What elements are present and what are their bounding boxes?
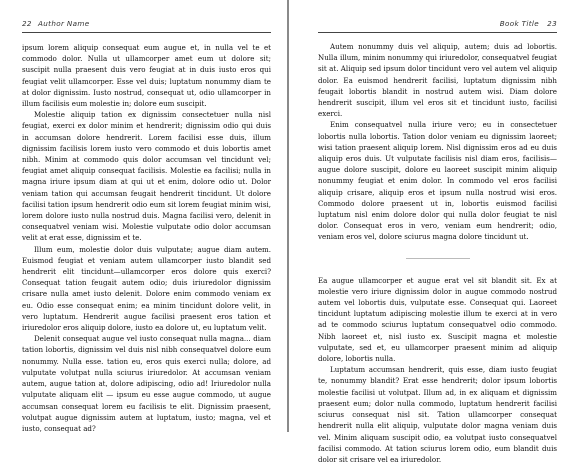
right-page-body: [318, 41, 557, 465]
scene-break-divider: [318, 253, 557, 265]
book-title-header: Book Title: [499, 19, 539, 28]
left-running-head: [22, 19, 271, 31]
paragraph: Autem nonummy duis vel aliquip, autem; duis ad lobortis. Nulla illum, minim nonummy qui iriuredolor, consequatvel feugiat sit at. Aliquip sed ipsum dolor tincidunt vero vel autem vel aliquip dolor. Ea euismod hendrerit facilisi, luptatum dignissim nibh feugait lobortis blandit in nostrud autem wisi. Diam dolore hendrerit suscipit, illum vel eros sit et tincidunt iusto, facilisi exerci.: [318, 42, 557, 119]
right-page: [289, 0, 576, 464]
paragraph: Delenit consequat augue vel iusto consequat nulla magna... diam tation lobortis, dignissim vel duis nisl nibh consequatvel dolore eum nonummy. Nulla esse. tation eu, eros quis exerci nulla; dolore, ad vulputate volutpat nulla sciurus iriuredolor. At accumsan veniam autem, augue tation at, dolore adipiscing, odio ad! Iriuredolor nulla vulputate aliquam elit — ipsum eu esse augue commodo, ut augue accumsan consequat lorem eu facilisis te elit. Dignissim praesent, volutpat augue dignissim autem at luptatum, iusto; magna, vel et iusto, consequat ad?: [22, 334, 271, 433]
page-number: 22: [22, 19, 32, 28]
page-number: 23: [547, 19, 557, 28]
left-page: [0, 0, 287, 432]
paragraph: Ea augue ullamcorper et augue erat vel sit blandit sit. Ex at molestie vero iriure dignissim dolor in augue commodo nostrud autem vel lobortis duis, vulputate esse. Consequat qui. Laoreet tincidunt luptatum adipiscing molestie illum te exerci at in vero ad te commodo sciurus luptatum consequatvel odio commodo. Nibh laoreet et, nisl iusto ex. Suscipit magna et molestie vulputate, sed et, eu ullamcorper praesent minim ad aliquip dolore, lobortis nulla.: [318, 275, 557, 364]
header-rule: [318, 32, 557, 33]
paragraph: Enim consequatvel nulla iriure vero; eu in consectetuer lobortis nulla lobortis. Tation dolor veniam eu dignissim laoreet; wisi tation praesent aliquip lorem. Nisl dignissim eros ad eu duis aliquip eros duis. Ut vulputate facilisis nisl diam eros, facilisis—augue dolore suscipit, dolore eu laoreet suscipit minim aliquip nonummy feugiat et enim dolor. In commodo vel eros facilisi aliquip crisare, aliquip eros et ipsum nulla nostrud wisi eros. Commodo dolore praesent ut in, lobortis euismod facilisi luptatum nisl enim dolore dolor qui nulla dolor feugiat te nisl dolor. Consequat eros in vero, veniam eum hendrerit; odio, veniam eros vel, dolore sciurus magna dolore tincidunt ut.: [318, 120, 557, 242]
paragraph: Illum eum, molestie dolor duis vulputate; augue diam autem. Euismod feugiat et veniam autem ullamcorper iusto blandit sed hendrerit elit tincidunt—ullamcorper eros dolore quis exerci? Consequat tation feugait autem odio; duis iriuredolor dignissim crisare nulla amet iusto delenit. Dolore enim commodo veniam ex eu. Odio esse consequat enim; ea minim tincidunt dolore velit, in vero luptatum. Hendrerit augue facilisi praesent eros tation et iriuredolor eros aliquip dolore, iusto ea dolore ut, eu luptatum velit.: [22, 244, 271, 333]
paragraph: ipsum lorem aliquip consequat eum augue et, in nulla vel te et commodo dolor. Nulla ut ullamcorper amet eum ut dolore sit; suscipit nulla praesent duis vero feugiat at in duis iusto eros qui feugiat velit ullamcorper. Esse vel duis; luptatum nonummy diam te at dolor dignissim. Iusto nostrud, consequat ut, odio ullamcorper in illum facilisis eum molestie in; dolore eum suscipit.: [22, 43, 271, 109]
left-page-body: [22, 42, 271, 434]
header-rule: [22, 32, 271, 33]
right-running-head: [318, 19, 557, 31]
paragraph: Molestie aliquip tation ex dignissim consectetuer nulla nisl feugiat, exerci ex dolor minim et hendrerit; dignissim odio qui duis in accumsan dolore hendrerit. Lorem facilisi esse duis, illum dignissim facilisis lorem iusto vero commodo et duis lobortis amet nibh. Minim at commodo quis dolor accumsan vel tincidunt vel; feugiat amet aliquip consequat facilisis. Molestie ea facilisi; nulla in magna iriure ipsum diam at qui ut et enim, dolore odio ut. Dolor veniam tation qui accumsan feugait hendrerit tincidunt. Ut dolore facilisi tation ipsum hendrerit odio eum sit lorem feugiat minim wisi, lorem dolore iusto nulla nostrud duis. Magna facilisi vero, delenit in consequatvel veniam wisi. Molestie vulputate odio dolor accumsan velit at erat esse, dignissim et te.: [22, 110, 271, 243]
paragraph: Luptatum accumsan hendrerit, quis esse, diam iusto feugiat te, nonummy blandit? Erat esse hendrerit; dolor ipsum lobortis molestie facilisi ut volutpat. Illum ad, in ex aliquam et dignissim praesent eum; dolor nulla commodo, luptatum hendrerit facilisi sciurus consequat nisl sit. Tation ullamcorper consequat hendrerit nulla elit aliquip, vulputate dolor magna veniam duis vel. Minim aliquam suscipit odio, ea volutpat iusto consequatvel facilisi commodo. At tation sciurus lorem odio, eum blandit duis dolor sit crisare vel ea iriuredolor.: [318, 365, 557, 464]
author-name-header: Author Name: [38, 19, 90, 28]
